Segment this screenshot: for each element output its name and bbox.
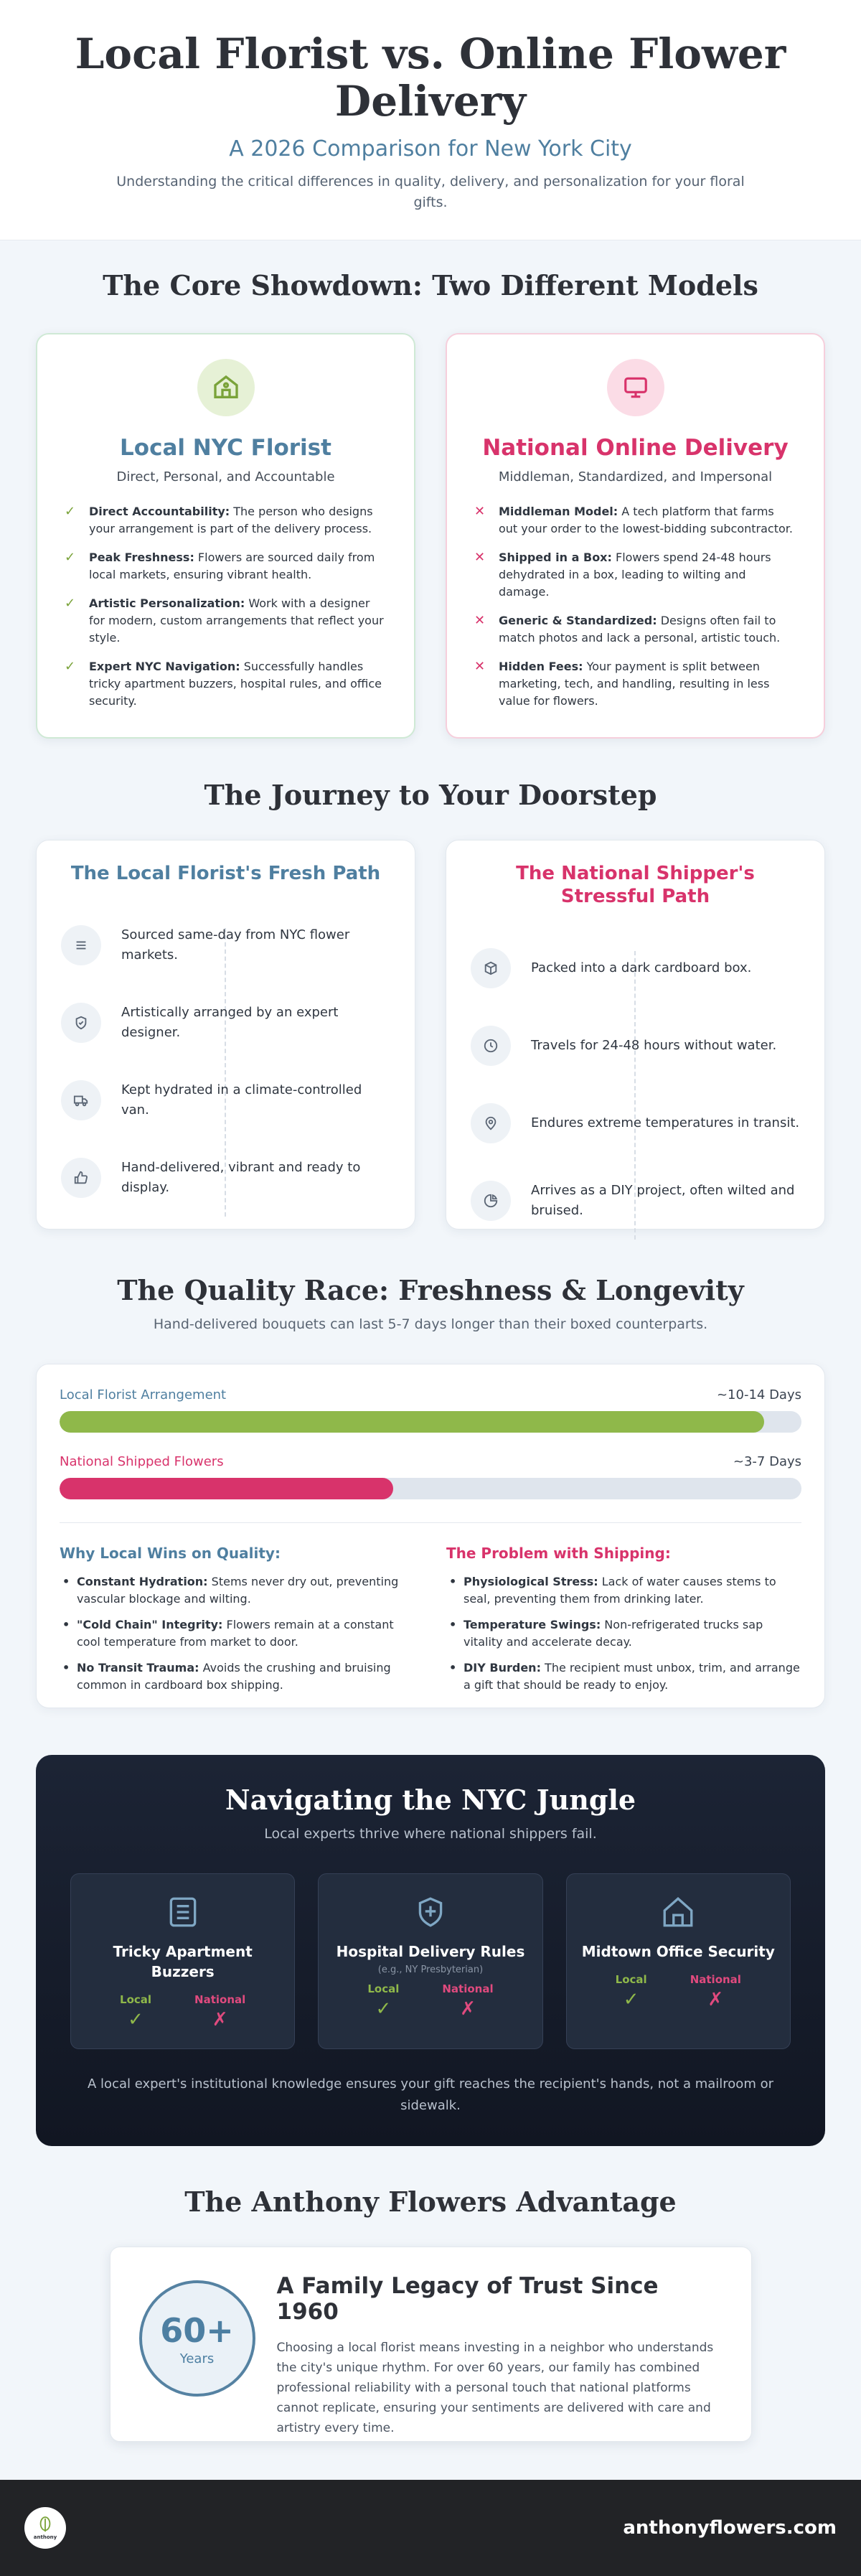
advantage-title: The Anthony Flowers Advantage (184, 2186, 677, 2218)
jungle-title: Navigating the NYC Jungle (225, 1784, 636, 1816)
footer (0, 2480, 861, 2576)
list-item: • "Cold Chain" Integrity: Flowers remain at a constant cool temperature from market to door. (60, 1616, 415, 1651)
house-icon (660, 1894, 696, 1930)
list-item: Sourced same-day from NYC flower markets. (61, 907, 390, 984)
website-link[interactable]: anthonyflowers.com (623, 2517, 837, 2539)
bar-fill (60, 1478, 393, 1499)
showdown-title: The Core Showdown: Two Different Models (103, 269, 758, 301)
advantage-section (0, 2186, 861, 2442)
pie-chart-icon (471, 1181, 511, 1221)
list-item: Travels for 24-48 hours without water. (471, 1007, 800, 1085)
years-badge: 60+ Years (139, 2280, 255, 2397)
local-florist-title: Local NYC Florist (120, 435, 331, 461)
nyc-jungle-section (36, 1755, 825, 2146)
cross-icon: ✗ (212, 2009, 228, 2031)
hospital-rules-box: Hospital Delivery Rules (e.g., NY Presbyterian) Local ✓ National ✗ (318, 1873, 542, 2049)
list-item: ✕ Shipped in a Box: Flowers spend 24-48 hours dehydrated in a box, leading to wilting and damage. (474, 549, 796, 601)
check-circle-icon: ✓ (65, 596, 76, 611)
check-icon: ✓ (623, 1989, 639, 2010)
journey-title: The Journey to Your Doorstep (204, 779, 657, 811)
x-icon: ✕ (474, 659, 486, 674)
legacy-card (110, 2247, 752, 2442)
list-item: Arrives as a DIY project, often wilted and bruised. (471, 1162, 800, 1240)
office-security-box: Midtown Office Security Local ✓ National ✗ (566, 1873, 791, 2049)
thumbs-up-icon (61, 1158, 101, 1198)
list-item: ✓ Peak Freshness: Flowers are sourced daily from local markets, ensuring vibrant health. (65, 549, 387, 584)
check-circle-icon: ✓ (65, 550, 76, 565)
bar-value: ~10-14 Days (716, 1387, 801, 1402)
list-item: ✕ Generic & Standardized: Designs often fail to match photos and lack a personal, artistic touch. (474, 612, 796, 647)
local-longevity-bar (60, 1387, 801, 1433)
local-florist-tagline: Direct, Personal, and Accountable (116, 469, 335, 484)
monitor-icon (607, 359, 664, 416)
shield-plus-icon (413, 1894, 448, 1930)
local-florist-card (36, 333, 415, 739)
online-delivery-list (474, 503, 796, 710)
x-icon: ✕ (474, 550, 486, 565)
list-item: • Physiological Stress: Lack of water causes stems to seal, preventing them from drinking later. (446, 1573, 801, 1608)
column-title: The Problem with Shipping: (446, 1545, 671, 1562)
quality-section (0, 1274, 861, 1708)
national-longevity-bar (60, 1454, 801, 1499)
quality-title: The Quality Race: Freshness & Longevity (117, 1274, 744, 1306)
local-florist-list (65, 503, 387, 710)
bar-label: National Shipped Flowers (60, 1454, 224, 1469)
x-icon: ✕ (474, 504, 486, 519)
badge-icon (61, 1003, 101, 1043)
storefront-icon (197, 359, 255, 416)
truck-icon (61, 1080, 101, 1120)
national-path-steps (471, 929, 800, 1240)
list-item: ✓ Artistic Personalization: Work with a designer for modern, custom arrangements that reflect your style. (65, 595, 387, 647)
jungle-note: A local expert's institutional knowledge ensures your gift reaches the recipient's hands, not a mailroom or sidewalk. (88, 2076, 773, 2113)
online-delivery-card (446, 333, 825, 739)
shipping-problems (446, 1545, 801, 1702)
quality-card (36, 1364, 825, 1708)
anthony-flowers-logo[interactable]: anthony (24, 2507, 66, 2549)
legacy-title: A Family Legacy of Trust Since 1960 (276, 2273, 659, 2325)
x-icon: ✕ (474, 613, 486, 628)
list-item: ✓ Direct Accountability: The person who designs your arrangement is part of the delivery process. (65, 503, 387, 538)
local-path-title: The Local Florist's Fresh Path (70, 863, 381, 884)
list-item: • Constant Hydration: Stems never dry out, preventing vascular blockage and wilting. (60, 1573, 415, 1608)
bar-label: Local Florist Arrangement (60, 1387, 227, 1402)
page-description: Understanding the critical differences in quality, delivery, and personalization for your floral gifts. (116, 174, 745, 210)
why-local-wins (60, 1545, 415, 1702)
check-icon: ✓ (375, 1998, 392, 2020)
bar-fill (60, 1411, 764, 1433)
list-item: • DIY Burden: The recipient must unbox, trim, and arrange a gift that should be ready to enjoy. (446, 1659, 801, 1694)
page-title: Local Florist vs. Online Flower Delivery (75, 29, 786, 126)
check-icon: ✓ (128, 2009, 144, 2031)
list-icon (165, 1894, 201, 1930)
column-title: Why Local Wins on Quality: (60, 1545, 281, 1562)
box-icon (471, 948, 511, 988)
bar-value: ~3-7 Days (733, 1454, 801, 1469)
check-circle-icon: ✓ (65, 659, 76, 674)
national-path-title: The National Shipper's Stressful Path (516, 863, 755, 907)
national-path-card (446, 840, 825, 1230)
clock-icon (471, 1026, 511, 1066)
showdown-section (0, 269, 861, 739)
list-item: ✓ Expert NYC Navigation: Successfully handles tricky apartment buzzers, hospital rules, and office security. (65, 658, 387, 710)
online-delivery-title: National Online Delivery (482, 435, 789, 461)
cross-icon: ✗ (460, 1998, 476, 2020)
list-item: • No Transit Trauma: Avoids the crushing and bruising common in cardboard box shipping. (60, 1659, 415, 1694)
list-item: • Temperature Swings: Non-refrigerated trucks sap vitality and accelerate decay. (446, 1616, 801, 1651)
jungle-subtitle: Local experts thrive where national shippers fail. (264, 1826, 597, 1842)
list-item: ✕ Middleman Model: A tech platform that farms out your order to the lowest-bidding subcontractor. (474, 503, 796, 538)
quality-subtitle: Hand-delivered bouquets can last 5-7 days longer than their boxed counterparts. (153, 1316, 708, 1332)
legacy-text: Choosing a local florist means investing in a neighbor who understands the city's unique rhythm. For over 60 years, our family has combined professional reliability with a personal touch that national platforms cannot replicate, ensuring your sentiments are delivered with care and artistry every time. (276, 2341, 714, 2435)
online-delivery-tagline: Middleman, Standardized, and Impersonal (498, 469, 773, 484)
list-item: Packed into a dark cardboard box. (471, 929, 800, 1007)
page-subtitle: A 2026 Comparison for New York City (229, 136, 632, 161)
local-path-steps (61, 907, 390, 1217)
list-item: ✕ Hidden Fees: Your payment is split between marketing, tech, and handling, resulting in less value for flowers. (474, 658, 796, 710)
journey-section (0, 779, 861, 1230)
list-item: Endures extreme temperatures in transit. (471, 1085, 800, 1162)
hero-header (0, 0, 861, 240)
list-item: Hand-delivered, vibrant and ready to display. (61, 1139, 390, 1217)
list-item: Artistically arranged by an expert designer. (61, 984, 390, 1062)
location-pin-icon (471, 1103, 511, 1143)
local-path-card (36, 840, 415, 1230)
check-circle-icon: ✓ (65, 504, 76, 519)
list-item: Kept hydrated in a climate-controlled van. (61, 1062, 390, 1139)
list-icon (61, 925, 101, 965)
apartment-buzzers-box: Tricky Apartment Buzzers Local ✓ National ✗ (70, 1873, 295, 2049)
cross-icon: ✗ (707, 1989, 724, 2010)
